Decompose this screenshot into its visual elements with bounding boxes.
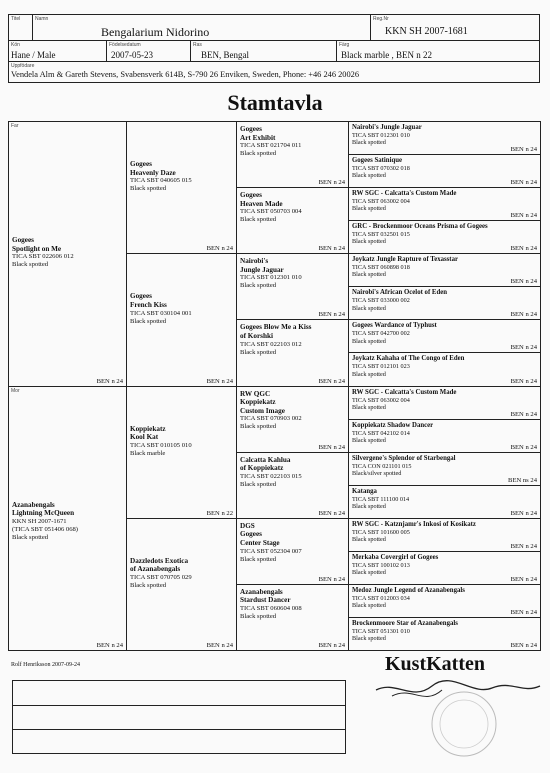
cat-name: Azanabengals Lightning McQueen	[12, 500, 75, 518]
club-logo-text: KustKatten	[385, 653, 485, 675]
cat-color: Black spotted	[352, 403, 386, 411]
cat-name: Gogees French Kiss	[130, 292, 167, 309]
pedigree-cell-gen4-3	[348, 220, 541, 254]
cat-name: Gogees Satinique	[352, 157, 403, 165]
registration-number: TICA SBT 063002 004	[352, 396, 410, 404]
registration-number: TICA SBT 012301 010	[240, 274, 302, 282]
cat-name: Gogees Wardance of Typhust	[352, 322, 437, 330]
registration-number: TICA SBT 022103 015	[240, 472, 302, 480]
header-row-1	[8, 14, 540, 41]
cat-color: Black spotted	[130, 582, 167, 590]
pedigree-cell-gen4-10	[348, 452, 541, 486]
cat-name: Katanga	[352, 487, 377, 495]
cat-color: Black spotted	[352, 436, 386, 444]
ems-code: BEN n 24	[510, 245, 537, 253]
registration-number: TICA SBT 070705 029	[130, 574, 192, 582]
cell-content	[352, 422, 537, 444]
pedigree-cell-gen4-12	[348, 518, 541, 552]
cat-name: Joykatz Kahaha of The Congo of Eden	[352, 355, 465, 363]
registration-number: TICA SBT 012101 023	[352, 363, 410, 371]
cat-name: Calcatta Kahlua of Koppiekatz	[240, 455, 291, 473]
ems-code: BEN n 24	[510, 575, 537, 583]
cat-color: Black spotted	[352, 569, 386, 577]
cat-color: Black spotted	[352, 304, 386, 312]
cell-content	[130, 425, 233, 458]
cell-content	[352, 355, 537, 377]
cat-color: Black spotted	[240, 150, 277, 158]
cell-content	[352, 389, 537, 411]
cat-color: Black spotted	[240, 216, 277, 224]
cat-color: Black spotted	[352, 271, 386, 279]
cell-content	[352, 455, 537, 477]
pedigree-cell-gen2-2	[126, 386, 237, 519]
pedigree-cell-gen4-7	[348, 352, 541, 386]
cat-color: Black spotted	[130, 317, 167, 325]
cat-name: Koppiekatz Kool Kat	[130, 424, 166, 442]
ems-code: BEN n 22	[206, 509, 233, 517]
signer-line: Rolf Henriksson 2007-09-24	[11, 662, 80, 668]
breed-field: Ras BEN, Bengal	[191, 41, 337, 61]
cell-content	[352, 256, 537, 278]
ems-code: BEN n 24	[510, 509, 537, 517]
registration-number: TICA SBT 070302 018	[352, 165, 410, 173]
ems-code: BEN n 24	[318, 642, 345, 649]
cell-content	[240, 191, 345, 224]
registration-number: TICA SBT 070903 002	[240, 415, 302, 423]
registration-number: TICA SBT 052304 007	[240, 547, 302, 555]
cell-content	[240, 588, 345, 621]
cat-name: Dazzledots Exotica of Azanabengals	[130, 556, 189, 574]
registration-number: TICA SBT 060898 018	[352, 264, 410, 272]
pedigree-cell-gen4-9	[348, 419, 541, 453]
header-row-3: Uppfödare Vendela Alm & Gareth Stevens, Svabensverk 614B, S-790 26 Enviken, Sweden, Phone: +46 246 20026	[8, 61, 540, 83]
cat-name: Nairobi's Jungle Jaguar	[240, 257, 284, 274]
pedigree-cell-gen4-13	[348, 551, 541, 585]
cat-color: Black spotted	[352, 602, 386, 610]
cat-color: Black spotted	[240, 555, 277, 563]
cat-name: RW SGC - Calcatta's Custom Made	[352, 388, 457, 396]
cat-color: Black spotted	[352, 139, 386, 147]
cell-content	[352, 157, 537, 179]
registration-number: TICA SBT 101600 005	[352, 528, 410, 536]
ems-code: BEN n 24	[318, 575, 345, 583]
registration-number: TICA SBT 060604 008	[240, 605, 302, 613]
cell-content	[240, 456, 345, 489]
ems-code: BEN n 24	[510, 311, 537, 319]
document-title: Stamtavla	[227, 90, 323, 115]
cell-content	[352, 322, 537, 344]
club-stamp	[372, 676, 544, 768]
registration-number: TICA SBT 042102 014	[352, 429, 410, 437]
registration-number: TICA SBT 012301 010	[352, 132, 410, 139]
pedigree-cell-gen4-5	[348, 286, 541, 320]
cell-content	[130, 292, 233, 325]
cat-color: Black spotted	[352, 502, 386, 510]
ems-code: BEN n 24	[510, 278, 537, 286]
cat-name: RW QGC Koppiekatz Custom Image	[240, 389, 285, 415]
pedigree-cell-gen3-3	[236, 319, 349, 386]
ems-code: BEN n 24	[96, 377, 123, 385]
registration-number: TICA SBT 032501 015	[352, 231, 410, 239]
registration-number: TICA SBT 111100 014	[352, 495, 410, 503]
pedigree-cell-gen3-6	[236, 518, 349, 585]
cat-name: Merkaba Covergirl of Gogees	[352, 553, 439, 561]
cell-content	[240, 125, 345, 158]
cell-content	[240, 522, 345, 564]
breed-value: BEN, Bengal	[201, 50, 249, 60]
ems-code: BEN n 24	[206, 245, 233, 253]
ems-code: BEN n 24	[510, 642, 537, 649]
cell-content	[12, 236, 123, 269]
sex-value: Hane / Male	[11, 50, 56, 60]
cell-content	[352, 521, 537, 543]
dam-label: Mor	[11, 387, 20, 394]
pedigree-cell-gen2-1	[126, 253, 237, 386]
cat-name: Azanabengals Stardust Dancer	[240, 587, 291, 605]
cell-content	[352, 223, 537, 245]
pedigree-cell-gen4-1	[348, 154, 541, 188]
cell-content	[352, 124, 537, 146]
reg-number: KKN SH 2007-1681	[385, 26, 468, 37]
cell-content	[352, 587, 537, 609]
cell-content	[12, 501, 123, 542]
pedigree-cell-gen4-4	[348, 253, 541, 287]
name-field: Namn Bengalarium Nidorino	[33, 15, 371, 40]
ems-code: BEN n 24	[318, 179, 345, 187]
regnr-field: Reg.Nr KKN SH 2007-1681	[373, 16, 468, 37]
ems-code: BEN n 24	[510, 146, 537, 154]
registration-number: TICA SBT 030104 001	[130, 309, 192, 317]
cat-name: RW SGC - Calcatta's Custom Made	[352, 190, 457, 198]
cell-content	[352, 289, 537, 311]
cat-color: Black marble	[130, 449, 166, 457]
pedigree-cell-gen4-14	[348, 584, 541, 618]
cell-content	[352, 190, 537, 212]
cell-content	[240, 323, 345, 356]
cat-color: Black spotted	[352, 172, 386, 180]
registration-number: TICA SBT 033000 002	[352, 297, 410, 305]
ems-code: BEN n 24	[318, 377, 345, 385]
dob-field: Födelsedatum 2007-05-23	[107, 41, 191, 61]
cat-name: DGS Gogees Center Stage	[240, 521, 280, 547]
cell-content	[240, 257, 345, 290]
cat-color: Black spotted	[352, 238, 386, 246]
ems-code: BEN n 24	[96, 642, 123, 649]
cat-color: Black spotted	[240, 423, 277, 431]
pedigree-cell-gen3-2	[236, 253, 349, 320]
cat-name: RW SGC - Katznjamr's Inkosi of Kosikatz	[352, 520, 476, 528]
title-field: Titel	[9, 15, 33, 40]
cat-color: Black spotted	[240, 348, 277, 356]
ems-code: BEN n 24	[318, 245, 345, 253]
cat-name: Gogees Art Exhibit	[240, 125, 276, 142]
ems-code: BEN n 24	[318, 311, 345, 319]
pedigree-cell-gen3-0	[236, 121, 349, 188]
cat-name: Joykatz Jungle Rapture of Texasstar	[352, 256, 458, 264]
cat-name: GRC - Brockenmoor Oceans Prisma of Gogees	[352, 223, 488, 231]
cat-name: Nairobi's Jungle Jaguar	[352, 124, 422, 131]
cat-color: Black spotted	[240, 480, 277, 488]
cell-content	[352, 488, 537, 510]
registration-number: KKN SH 2007-1671 (TICA SBT 051406 068)	[12, 517, 79, 533]
signature-box	[12, 680, 346, 754]
registration-number: TICA SBT 022606 012	[12, 253, 74, 261]
sex-field: Kön Hane / Male	[9, 41, 107, 61]
cat-name: Gogees Heaven Made	[240, 191, 283, 208]
ems-code: BEN n 24	[318, 509, 345, 517]
color-field: Färg Black marble , BEN n 22	[339, 42, 432, 60]
cell-content	[130, 557, 233, 590]
cat-name: Nairobi's African Ocelot of Eden	[352, 289, 448, 297]
ems-code: BEN n 24	[510, 179, 537, 187]
registration-number: TICA SBT 050703 004	[240, 208, 302, 216]
cat-color: Black spotted	[352, 535, 386, 543]
header-row-2	[8, 40, 540, 62]
dob-value: 2007-05-23	[111, 50, 153, 60]
cat-color: Black spotted	[352, 337, 386, 345]
registration-number: TICA SBT 012003 034	[352, 594, 410, 602]
cat-color: Black spotted	[240, 613, 277, 621]
cat-name: Bengalarium Nidorino	[101, 25, 210, 39]
pedigree-cell-gen4-8	[348, 386, 541, 420]
ems-code: BEN ns 24	[508, 476, 537, 484]
cell-content	[352, 620, 537, 642]
cell-content	[352, 554, 537, 576]
breeder-value: Vendela Alm & Gareth Stevens, Svabensverk 614B, S-790 26 Enviken, Sweden, Phone: +46 246 20026	[11, 70, 360, 79]
registration-number: TICA SBT 040605 015	[130, 177, 192, 185]
ems-code: BEN n 24	[510, 410, 537, 418]
cat-name: Medoz Jungle Legend of Azanabengals	[352, 586, 465, 594]
ems-code: BEN n 24	[510, 344, 537, 352]
cat-name: Brockenmoore Star of Azanabengals	[352, 619, 458, 627]
cat-name: Gogees Spotlight on Me	[12, 236, 62, 253]
cat-color: Black spotted	[352, 635, 386, 643]
ems-code: BEN n 24	[206, 642, 233, 649]
pedigree-cell-gen4-11	[348, 485, 541, 519]
pedigree-cell-gen4-2	[348, 187, 541, 221]
registration-number: TICA CON 021101 015	[352, 462, 412, 470]
cat-color: Black spotted	[12, 533, 49, 541]
registration-number: TICA SBT 051301 010	[352, 627, 410, 635]
pedigree-cell-gen1-0	[8, 121, 127, 387]
sire-label: Far	[11, 123, 19, 129]
pedigree-cell-gen4-15	[348, 617, 541, 651]
pedigree-cell-gen2-0	[126, 121, 237, 254]
registration-number: TICA SBT 022103 012	[240, 340, 302, 348]
cat-color: Black spotted	[130, 185, 167, 193]
cat-name: Gogees Heavenly Daze	[130, 160, 176, 177]
pedigree-cell-gen3-7	[236, 584, 349, 651]
cat-color: Black spotted	[12, 261, 49, 269]
cat-name: Koppiekatz Shadow Dancer	[352, 421, 434, 429]
pedigree-cell-gen3-1	[236, 187, 349, 254]
registration-number: TICA SBT 100102 013	[352, 561, 410, 569]
cell-content	[240, 390, 345, 432]
ems-code: BEN n 24	[510, 443, 537, 451]
ems-code: BEN n 24	[510, 377, 537, 385]
pedigree-cell-gen4-0	[348, 121, 541, 155]
registration-number: TICA SBT 021704 011	[240, 142, 302, 150]
color-value: Black marble , BEN n 22	[341, 50, 432, 60]
cell-content	[130, 160, 233, 193]
pedigree-cell-gen1-1	[8, 386, 127, 652]
ems-code: BEN n 24	[510, 608, 537, 616]
cat-name: Silvergene's Splendor of Starbengal	[352, 454, 456, 462]
cat-name: Gogees Blow Me a Kiss of Korshki	[240, 323, 312, 340]
cat-color: Black spotted	[352, 205, 386, 213]
ems-code: BEN n 24	[318, 443, 345, 451]
registration-number: TICA SBT 063002 004	[352, 198, 410, 206]
cat-color: Black/silver spotted	[352, 469, 402, 477]
cat-color: Black spotted	[352, 370, 386, 378]
pedigree-cell-gen4-6	[348, 319, 541, 353]
ems-code: BEN n 24	[510, 542, 537, 550]
registration-number: TICA SBT 010105 010	[130, 441, 192, 449]
registration-number: TICA SBT 042700 002	[352, 330, 410, 338]
cat-color: Black spotted	[240, 282, 277, 290]
ems-code: BEN n 24	[206, 377, 233, 385]
pedigree-cell-gen3-5	[236, 452, 349, 519]
pedigree-cell-gen2-3	[126, 518, 237, 651]
pedigree-cell-gen3-4	[236, 386, 349, 453]
ems-code: BEN n 24	[510, 212, 537, 220]
